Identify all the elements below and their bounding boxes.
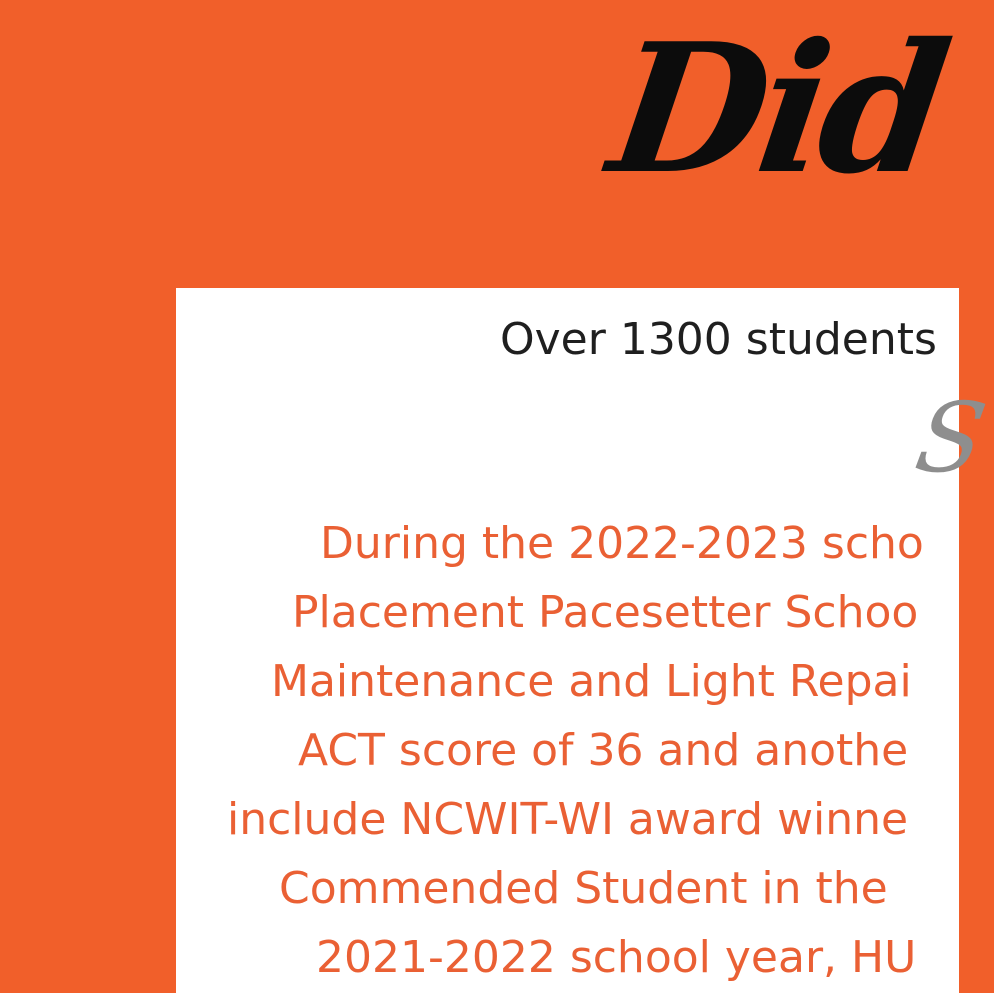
lead-line: Over 1300 students bbox=[500, 314, 937, 365]
body-line: 2021-2022 school year, HU bbox=[316, 932, 917, 983]
page-title: Did bbox=[599, 4, 955, 213]
content-card bbox=[176, 288, 994, 993]
script-fragment: S bbox=[908, 382, 994, 494]
body-line: include NCWIT-WI award winne bbox=[227, 794, 909, 845]
body-line: Commended Student in the bbox=[279, 863, 888, 914]
body-paragraph bbox=[176, 288, 959, 993]
body-line: Maintenance and Light Repai bbox=[271, 656, 912, 707]
body-line: ACT score of 36 and anothe bbox=[298, 725, 909, 776]
body-line: During the 2022-2023 scho bbox=[320, 518, 924, 569]
body-line: Placement Pacesetter Schoo bbox=[292, 587, 919, 638]
